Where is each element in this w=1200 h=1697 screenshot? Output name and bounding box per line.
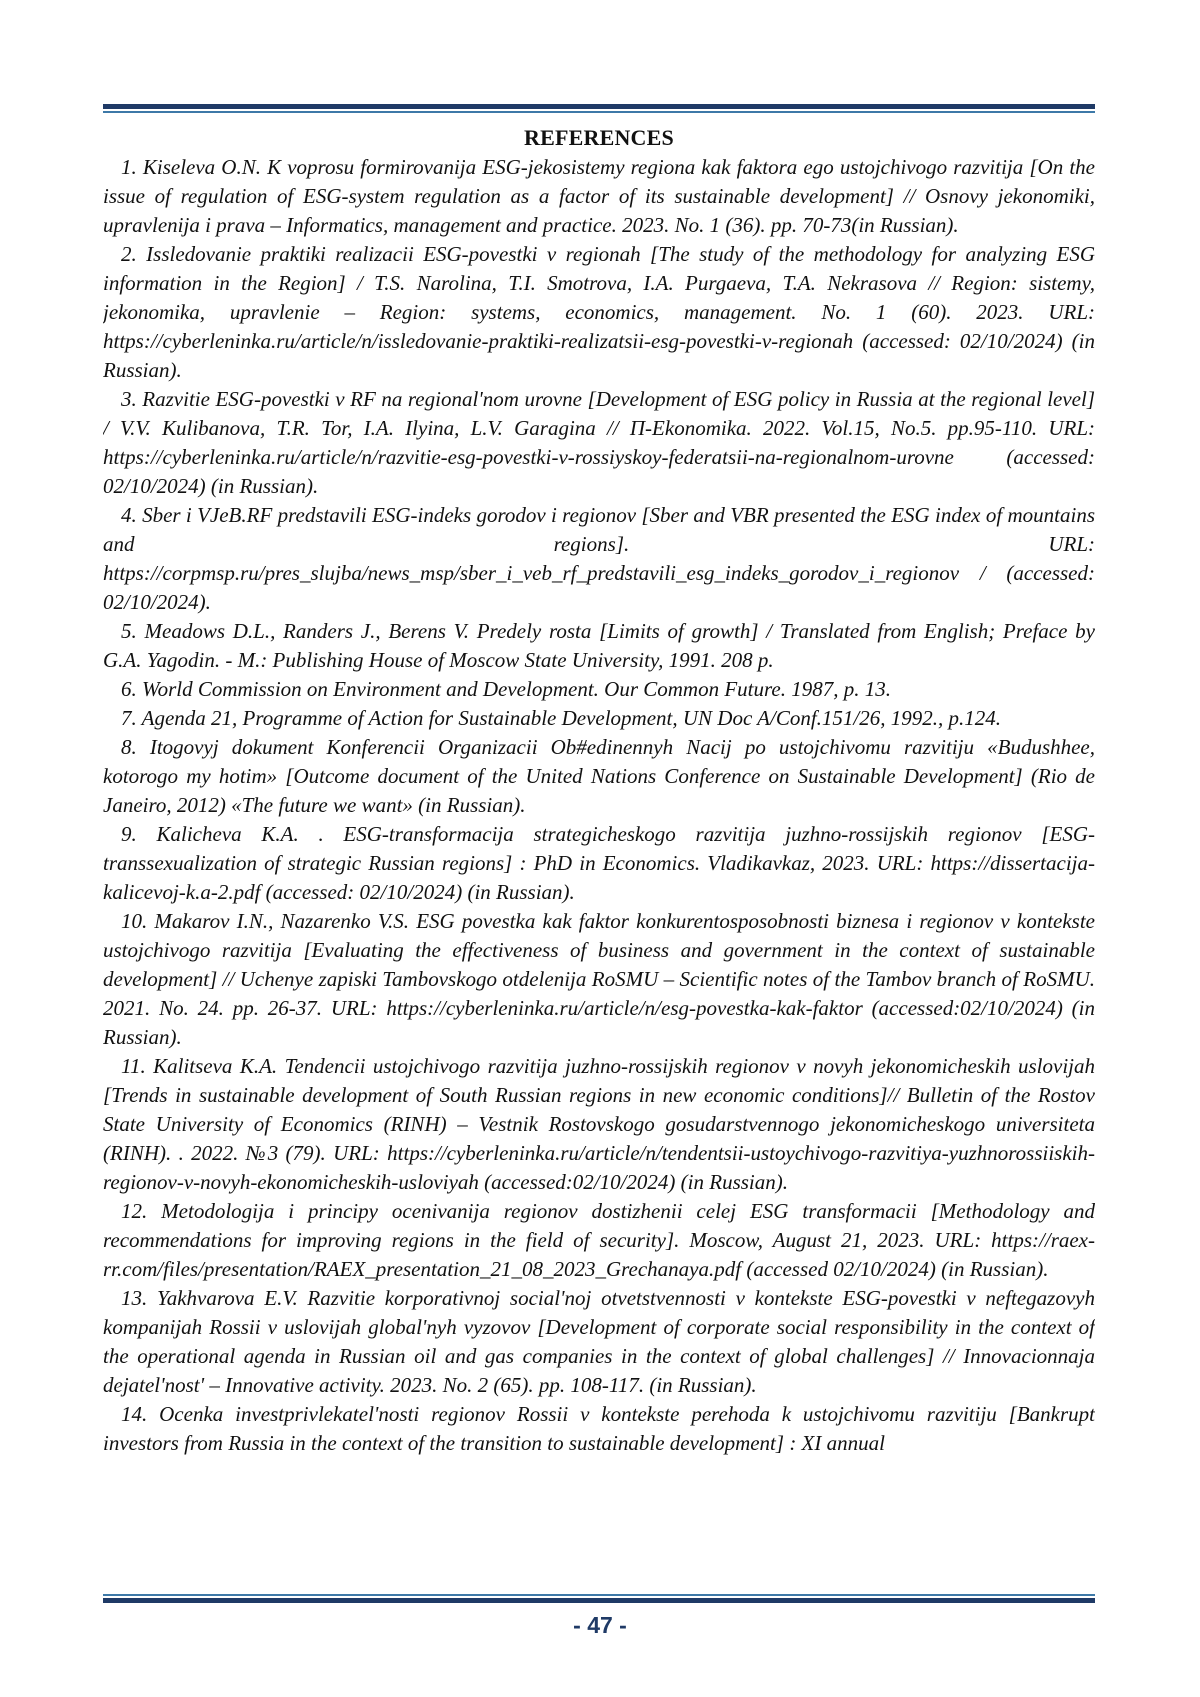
reference-number: 5. (121, 619, 137, 643)
reference-number: 7. (121, 706, 137, 730)
reference-number: 13. (121, 1286, 148, 1310)
reference-number: 2. (121, 242, 137, 266)
reference-text: Metodologija i principy ocenivanija regionov dostizhenii celej ESG transformacii [Methodology and recommendations for improving regions in the field of security]. Moscow, August 21, 2023. URL: https://raex-rr.com/files/presentation/RAEX_presentation_21_08_2023_Grechanaya.pdf (accessed 02/10/2024) (in Russian). (103, 1199, 1095, 1281)
reference-item (103, 240, 1095, 385)
reference-number: 6. (121, 677, 137, 701)
reference-number: 11. (121, 1054, 146, 1078)
reference-item (103, 153, 1095, 240)
header-rule-dark (103, 104, 1095, 109)
references-heading: REFERENCES (524, 125, 674, 150)
reference-number: 10. (121, 909, 148, 933)
reference-number: 9. (121, 822, 137, 846)
reference-text: World Commission on Environment and Development. Our Common Future. 1987, p. 13. (142, 677, 891, 701)
reference-item (103, 1284, 1095, 1400)
header-rule-accent (103, 111, 1095, 113)
footer-rule-dark (103, 1598, 1095, 1603)
reference-text: Meadows D.L., Randers J., Berens V. Predely rosta [Limits of growth] / Translated from English; Preface by G.A. Yagodin. - M.: Publishing House of Moscow State University, 1991. 208 p. (103, 619, 1095, 672)
footer-rule-lines (103, 1594, 1095, 1604)
reference-number: 1. (121, 155, 137, 179)
reference-text: Ocenka investprivlekatel'nosti regionov Rossii v kontekste perehoda k ustojchivomu razvitiju [Bankrupt investors from Russia in the context of the transition to sustainable development] : XI annual (103, 1402, 1095, 1455)
reference-text: Sber i VJeB.RF predstavili ESG-indeks gorodov i regionov [Sber and VBR presented the ESG index of mountains and regions]. URL: https://corpmsp.ru/pres_slujba/news_msp/sber_i_veb_rf_predstavili_esg_indeks_gorodov_i_regionov / (accessed: 02/10/2024). (103, 503, 1095, 614)
reference-item (103, 820, 1095, 907)
page-number: - 47 - (573, 1612, 627, 1638)
reference-number: 4. (121, 503, 137, 527)
header-rule (103, 101, 1095, 119)
references-list (103, 153, 1095, 1583)
reference-item (103, 733, 1095, 820)
reference-item (103, 1400, 1095, 1458)
reference-text: Kiseleva O.N. K voprosu formirovanija ESG-jekosistemy regiona kak faktora ego ustojchivogo razvitija [On the issue of regulation of ESG-system regulation as a factor of its sustainable development] // Osnovy jekonomiki, upravlenija i prava – Informatics, management and practice. 2023. No. 1 (36). pp. 70-73(in Russian). (103, 155, 1095, 237)
reference-text: Issledovanie praktiki realizacii ESG-povestki v regionah [The study of the methodology for analyzing ESG information in the Region] / T.S. Narolina, T.I. Smotrova, I.A. Purgaeva, T.A. Nekrasova // Region: sistemy, jekonomika, upravlenie – Region: systems, economics, management. No. 1 (60). 2023. URL: https://cyberleninka.ru/article/n/issledovanie-praktiki-realizatsii-esg-povestki-v-regionah (accessed: 02/10/2024) (in Russian). (103, 242, 1095, 382)
reference-number: 12. (121, 1199, 148, 1223)
reference-text: Yakhvarova E.V. Razvitie korporativnoj social'noj otvetstvennosti v kontekste ESG-povestki v neftegazovyh kompanijah Rossii v uslovijah global'nyh vyzovov [Development of corporate social responsibility in the context of the operational agenda in Russian oil and gas companies in the context of global challenges] // Innovacionnaja dejatel'nost' – Innovative activity. 2023. No. 2 (65). pp. 108-117. (in Russian). (103, 1286, 1095, 1397)
reference-text: Razvitie ESG-povestki v RF na regional'nom urovne [Development of ESG policy in Russia at the regional level] / V.V. Kulibanova, T.R. Tor, I.A. Ilyina, L.V. Garagina // П-Ekonomika. 2022. Vol.15, No.5. pp.95-110. URL: https://cyberleninka.ru/article/n/razvitie-esg-povestki-v-rossiyskoy-federatsii-na-regionalnom-urovne (accessed: 02/10/2024) (in Russian). (103, 387, 1095, 498)
reference-item (103, 385, 1095, 501)
reference-text: Agenda 21, Programme of Action for Sustainable Development, UN Doc A/Conf.151/26, 1992., p.124. (141, 706, 1001, 730)
reference-text: Kalicheva K.A. . ESG-transformacija strategicheskogo razvitija juzhno-rossijskih regionov [ESG-transsexualization of strategic Russian regions] : PhD in Economics. Vladikavkaz, 2023. URL: https://dissertacija-kalicevoj-k.a-2.pdf (accessed: 02/10/2024) (in Russian). (103, 822, 1095, 904)
reference-item (103, 1052, 1095, 1197)
reference-number: 3. (121, 387, 137, 411)
header-rule-lines (103, 104, 1095, 114)
reference-number: 8. (121, 735, 137, 759)
footer-rule-accent (103, 1594, 1095, 1596)
reference-item (103, 617, 1095, 675)
reference-item (103, 501, 1095, 617)
reference-text: Kalitseva K.A. Tendencii ustojchivogo razvitija juzhno-rossijskih regionov v novyh jekonomicheskih uslovijah [Trends in sustainable development of South Russian regions in new economic conditions]// Bulletin of the Rostov State University of Economics (RINH) – Vestnik Rostovskogo gosudarstvennogo jekonomicheskogo universiteta (RINH). . 2022. №3 (79). URL: https://cyberleninka.ru/article/n/tendentsii-ustoychivogo-razvitiya-yuzhnorossiiskih-regionov-v-novyh-ekonomicheskih-usloviyah (accessed:02/10/2024) (in Russian). (103, 1054, 1095, 1194)
reference-item (103, 675, 1095, 704)
reference-item (103, 704, 1095, 733)
footer-rule (103, 1591, 1095, 1609)
reference-number: 14. (121, 1402, 148, 1426)
reference-item (103, 907, 1095, 1052)
reference-text: Makarov I.N., Nazarenko V.S. ESG povestka kak faktor konkurentosposobnosti biznesa i regionov v kontekste ustojchivogo razvitija [Evaluating the effectiveness of business and government in the context of sustainable development] // Uchenye zapiski Tambovskogo otdelenija RoSMU – Scientific notes of the Tambov branch of RoSMU. 2021. No. 24. pp. 26-37. URL: https://cyberleninka.ru/article/n/esg-povestka-kak-faktor (accessed:02/10/2024) (in Russian). (103, 909, 1095, 1049)
reference-text: Itogovyj dokument Konferencii Organizacii Ob#edinennyh Nacij po ustojchivomu razvitiju «Budushhee, kotorogo my hotim» [Outcome document of the United Nations Conference on Sustainable Development] (Rio de Janeiro, 2012) «The future we want» (in Russian). (103, 735, 1095, 817)
reference-item (103, 1197, 1095, 1284)
